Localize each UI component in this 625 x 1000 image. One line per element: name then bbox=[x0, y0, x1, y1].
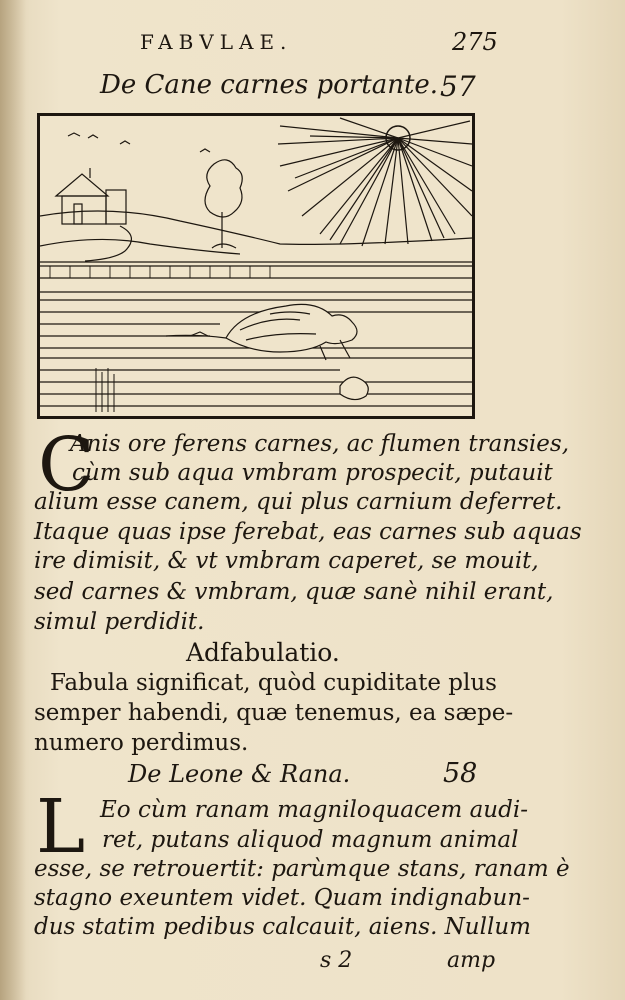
running-head: FABVLAE. bbox=[140, 30, 293, 54]
fable-number: 58 bbox=[443, 758, 478, 789]
fable-text-line: sed carnes & vmbram, quæ sanè nihil erant, bbox=[34, 579, 554, 605]
page-number: 275 bbox=[452, 28, 498, 56]
sun-icon bbox=[278, 118, 472, 246]
moral-line: numero perdimus. bbox=[34, 730, 249, 756]
catchword: amp bbox=[447, 948, 496, 973]
drop-capital: C bbox=[38, 422, 95, 508]
fable-text-line: simul perdidit. bbox=[34, 609, 205, 635]
fable-text-line: Itaque quas ipse ferebat, eas carnes sub aquas bbox=[34, 519, 582, 545]
moral-heading: Adfabulatio. bbox=[186, 638, 340, 667]
fable-text-line: Anis ore ferens carnes, ac flumen transies, bbox=[70, 431, 570, 457]
woodcut-dog-river-image bbox=[40, 116, 472, 416]
fable-text-line: Eo cùm ranam magniloquacem audi- bbox=[100, 797, 528, 823]
fable-text-line: ire dimisit, & vt vmbram caperet, se mouit, bbox=[34, 548, 539, 574]
gutter-shadow bbox=[0, 0, 26, 1000]
fable-text-line: ret, putans aliquod magnum animal bbox=[102, 827, 519, 853]
fable-text-line: cùm sub aqua vmbram prospecit, putauit bbox=[72, 460, 553, 486]
drop-capital: L bbox=[36, 784, 86, 870]
woodcut-illustration bbox=[37, 113, 475, 419]
signature-mark: s 2 bbox=[320, 948, 353, 973]
fable-title: De Cane carnes portante. bbox=[100, 70, 439, 100]
fable-title: De Leone & Rana. bbox=[128, 760, 351, 788]
fable-text-line: dus statim pedibus calcauit, aiens. Nullum bbox=[34, 914, 531, 940]
fable-text-line: esse, se retrouertit: parùmque stans, ranam è bbox=[34, 856, 570, 882]
fable-text-line: alium esse canem, qui plus carnium deferret. bbox=[34, 489, 563, 515]
moral-line: semper habendi, quæ tenemus, ea sæpe- bbox=[34, 700, 514, 726]
dog-figure bbox=[166, 304, 357, 360]
fable-text-line: stagno exeuntem videt. Quam indignabun- bbox=[34, 885, 530, 911]
fable-number: 57 bbox=[440, 70, 476, 103]
moral-line: Fabula significat, quòd cupiditate plus bbox=[50, 670, 497, 696]
